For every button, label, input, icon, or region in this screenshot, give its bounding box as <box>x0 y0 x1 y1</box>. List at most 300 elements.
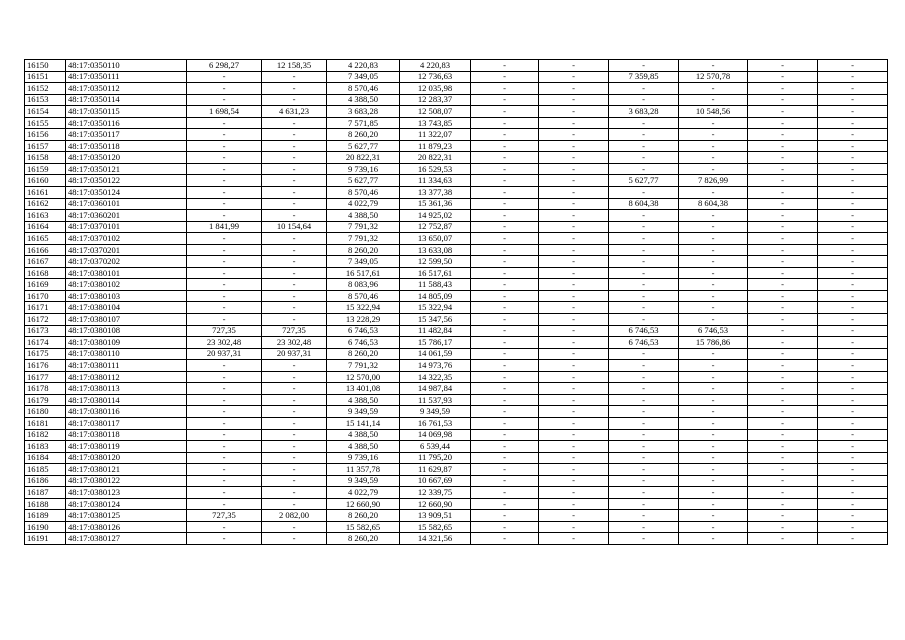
col-11-value: - <box>748 140 818 152</box>
cadastral-number: 48:17:0350114 <box>66 94 187 106</box>
col-3-value: - <box>187 406 262 418</box>
col-6-value: 12 660,90 <box>400 498 471 510</box>
col-6-value: 11 537,93 <box>400 394 471 406</box>
col-7-value: - <box>471 233 539 245</box>
table-row <box>25 94 888 106</box>
col-8-value: - <box>539 267 609 279</box>
col-12-value: - <box>818 140 888 152</box>
col-4-value: - <box>262 140 327 152</box>
col-10-value: 10 548,56 <box>679 106 748 118</box>
col-7-value: - <box>471 394 539 406</box>
table-row <box>25 244 888 256</box>
col-12-value: - <box>818 498 888 510</box>
col-4-value: 727,35 <box>262 325 327 337</box>
col-7-value: - <box>471 163 539 175</box>
col-3-value: 6 298,27 <box>187 60 262 72</box>
col-9-value: 6 746,53 <box>609 325 679 337</box>
col-3-value: - <box>187 290 262 302</box>
col-8-value: - <box>539 429 609 441</box>
col-7-value: - <box>471 83 539 95</box>
col-8-value: - <box>539 221 609 233</box>
table-row <box>25 71 888 83</box>
cadastral-number: 48:17:0380108 <box>66 325 187 337</box>
col-7-value: - <box>471 267 539 279</box>
cadastral-number: 48:17:0350117 <box>66 129 187 141</box>
col-11-value: - <box>748 290 818 302</box>
col-4-value: - <box>262 163 327 175</box>
col-4-value: - <box>262 394 327 406</box>
col-3-value: - <box>187 360 262 372</box>
col-11-value: - <box>748 429 818 441</box>
col-5-value: 6 746,53 <box>327 337 400 349</box>
col-6-value: 14 987,84 <box>400 383 471 395</box>
col-11-value: - <box>748 198 818 210</box>
col-3-value: - <box>187 233 262 245</box>
col-12-value: - <box>818 394 888 406</box>
col-7-value: - <box>471 94 539 106</box>
col-3-value: - <box>187 464 262 476</box>
col-5-value: 12 660,90 <box>327 498 400 510</box>
col-11-value: - <box>748 337 818 349</box>
col-4-value: - <box>262 475 327 487</box>
cadastral-number: 48:17:0370201 <box>66 244 187 256</box>
col-10-value: - <box>679 129 748 141</box>
col-11-value: - <box>748 302 818 314</box>
table-row <box>25 140 888 152</box>
col-3-value: - <box>187 175 262 187</box>
col-9-value: - <box>609 129 679 141</box>
col-7-value: - <box>471 348 539 360</box>
col-7-value: - <box>471 210 539 222</box>
col-7-value: - <box>471 198 539 210</box>
col-8-value: - <box>539 406 609 418</box>
col-3-value: - <box>187 302 262 314</box>
col-5-value: 13 228,29 <box>327 314 400 326</box>
col-4-value: 23 302,48 <box>262 337 327 349</box>
col-10-value: - <box>679 233 748 245</box>
col-10-value: - <box>679 510 748 522</box>
col-3-value: - <box>187 417 262 429</box>
col-11-value: - <box>748 406 818 418</box>
col-6-value: 9 349,59 <box>400 406 471 418</box>
col-6-value: 12 599,50 <box>400 256 471 268</box>
col-6-value: 13 633,08 <box>400 244 471 256</box>
col-5-value: 9 739,16 <box>327 452 400 464</box>
col-4-value: - <box>262 533 327 545</box>
col-5-value: 6 746,53 <box>327 325 400 337</box>
col-7-value: - <box>471 498 539 510</box>
col-7-value: - <box>471 152 539 164</box>
col-7-value: - <box>471 475 539 487</box>
col-9-value: - <box>609 533 679 545</box>
col-6-value: 11 879,23 <box>400 140 471 152</box>
col-9-value: - <box>609 267 679 279</box>
cadastral-number: 48:17:0350115 <box>66 106 187 118</box>
col-8-value: - <box>539 417 609 429</box>
col-11-value: - <box>748 83 818 95</box>
col-8-value: - <box>539 163 609 175</box>
col-12-value: - <box>818 464 888 476</box>
col-5-value: 5 627,77 <box>327 140 400 152</box>
col-11-value: - <box>748 244 818 256</box>
col-8-value: - <box>539 233 609 245</box>
col-8-value: - <box>539 487 609 499</box>
col-10-value: - <box>679 475 748 487</box>
table-row <box>25 487 888 499</box>
col-11-value: - <box>748 221 818 233</box>
col-6-value: 14 973,76 <box>400 360 471 372</box>
col-6-value: 11 588,43 <box>400 279 471 291</box>
col-6-value: 14 925,02 <box>400 210 471 222</box>
cadastral-number: 48:17:0350111 <box>66 71 187 83</box>
col-5-value: 15 141,14 <box>327 417 400 429</box>
col-12-value: - <box>818 417 888 429</box>
cadastral-number: 48:17:0350110 <box>66 60 187 72</box>
table-row <box>25 152 888 164</box>
col-7-value: - <box>471 337 539 349</box>
col-10-value: 8 604,38 <box>679 198 748 210</box>
col-8-value: - <box>539 533 609 545</box>
col-3-value: - <box>187 371 262 383</box>
col-5-value: 20 822,31 <box>327 152 400 164</box>
col-6-value: 13 909,51 <box>400 510 471 522</box>
col-6-value: 13 650,07 <box>400 233 471 245</box>
col-9-value: - <box>609 302 679 314</box>
col-5-value: 4 388,50 <box>327 394 400 406</box>
col-8-value: - <box>539 510 609 522</box>
col-9-value: - <box>609 163 679 175</box>
col-9-value: - <box>609 279 679 291</box>
col-8-value: - <box>539 117 609 129</box>
row-number: 16166 <box>25 244 66 256</box>
row-number: 16173 <box>25 325 66 337</box>
col-4-value: - <box>262 302 327 314</box>
row-number: 16159 <box>25 163 66 175</box>
row-number: 16178 <box>25 383 66 395</box>
col-5-value: 8 570,46 <box>327 290 400 302</box>
col-6-value: 10 667,69 <box>400 475 471 487</box>
col-4-value: - <box>262 452 327 464</box>
col-10-value: - <box>679 210 748 222</box>
col-12-value: - <box>818 302 888 314</box>
table-row <box>25 106 888 118</box>
row-number: 16186 <box>25 475 66 487</box>
col-10-value: - <box>679 60 748 72</box>
col-9-value: - <box>609 510 679 522</box>
col-5-value: 8 260,20 <box>327 533 400 545</box>
col-9-value: - <box>609 429 679 441</box>
col-4-value: - <box>262 94 327 106</box>
col-8-value: - <box>539 348 609 360</box>
col-10-value: - <box>679 533 748 545</box>
table-row <box>25 521 888 533</box>
col-4-value: - <box>262 487 327 499</box>
row-number: 16167 <box>25 256 66 268</box>
col-5-value: 7 349,05 <box>327 71 400 83</box>
col-10-value: - <box>679 256 748 268</box>
col-3-value: - <box>187 487 262 499</box>
col-3-value: - <box>187 210 262 222</box>
table-row <box>25 187 888 199</box>
row-number: 16150 <box>25 60 66 72</box>
col-9-value: - <box>609 314 679 326</box>
col-5-value: 8 260,20 <box>327 510 400 522</box>
col-10-value: 7 826,99 <box>679 175 748 187</box>
col-6-value: 11 629,87 <box>400 464 471 476</box>
col-7-value: - <box>471 325 539 337</box>
col-10-value: - <box>679 417 748 429</box>
col-8-value: - <box>539 83 609 95</box>
col-10-value: - <box>679 441 748 453</box>
col-5-value: 8 570,46 <box>327 187 400 199</box>
col-3-value: - <box>187 198 262 210</box>
col-6-value: 14 069,98 <box>400 429 471 441</box>
row-number: 16154 <box>25 106 66 118</box>
col-8-value: - <box>539 521 609 533</box>
col-3-value: - <box>187 314 262 326</box>
col-3-value: 1 841,99 <box>187 221 262 233</box>
col-4-value: - <box>262 244 327 256</box>
col-3-value: - <box>187 256 262 268</box>
col-3-value: - <box>187 441 262 453</box>
col-8-value: - <box>539 337 609 349</box>
col-5-value: 8 260,20 <box>327 348 400 360</box>
col-8-value: - <box>539 325 609 337</box>
col-12-value: - <box>818 510 888 522</box>
col-8-value: - <box>539 71 609 83</box>
cadastral-number: 48:17:0380122 <box>66 475 187 487</box>
col-4-value: - <box>262 71 327 83</box>
row-number: 16163 <box>25 210 66 222</box>
cadastral-number: 48:17:0380125 <box>66 510 187 522</box>
table-row <box>25 383 888 395</box>
col-5-value: 4 022,79 <box>327 198 400 210</box>
table-row <box>25 175 888 187</box>
cadastral-number: 48:17:0380124 <box>66 498 187 510</box>
col-4-value: - <box>262 314 327 326</box>
col-10-value: - <box>679 314 748 326</box>
col-8-value: - <box>539 106 609 118</box>
col-10-value: - <box>679 83 748 95</box>
col-6-value: 11 795,20 <box>400 452 471 464</box>
table-row <box>25 60 888 72</box>
table-row <box>25 394 888 406</box>
col-7-value: - <box>471 510 539 522</box>
row-number: 16155 <box>25 117 66 129</box>
col-4-value: - <box>262 360 327 372</box>
col-12-value: - <box>818 475 888 487</box>
col-6-value: 15 361,36 <box>400 198 471 210</box>
col-7-value: - <box>471 452 539 464</box>
table-row <box>25 475 888 487</box>
col-9-value: - <box>609 152 679 164</box>
col-11-value: - <box>748 60 818 72</box>
col-4-value: 2 082,00 <box>262 510 327 522</box>
col-8-value: - <box>539 129 609 141</box>
col-7-value: - <box>471 464 539 476</box>
col-9-value: - <box>609 244 679 256</box>
row-number: 16184 <box>25 452 66 464</box>
col-6-value: 16 529,53 <box>400 163 471 175</box>
col-7-value: - <box>471 129 539 141</box>
col-12-value: - <box>818 314 888 326</box>
col-10-value: - <box>679 498 748 510</box>
col-11-value: - <box>748 71 818 83</box>
col-12-value: - <box>818 175 888 187</box>
col-12-value: - <box>818 521 888 533</box>
col-8-value: - <box>539 464 609 476</box>
col-7-value: - <box>471 406 539 418</box>
row-number: 16191 <box>25 533 66 545</box>
table-body <box>25 60 888 545</box>
row-number: 16170 <box>25 290 66 302</box>
row-number: 16152 <box>25 83 66 95</box>
col-5-value: 3 683,28 <box>327 106 400 118</box>
col-8-value: - <box>539 175 609 187</box>
col-5-value: 16 517,61 <box>327 267 400 279</box>
col-11-value: - <box>748 129 818 141</box>
col-10-value: - <box>679 406 748 418</box>
col-10-value: - <box>679 221 748 233</box>
col-12-value: - <box>818 129 888 141</box>
row-number: 16176 <box>25 360 66 372</box>
col-12-value: - <box>818 244 888 256</box>
cadastral-number: 48:17:0350120 <box>66 152 187 164</box>
row-number: 16175 <box>25 348 66 360</box>
col-3-value: 1 698,54 <box>187 106 262 118</box>
col-6-value: 15 322,94 <box>400 302 471 314</box>
col-5-value: 7 791,32 <box>327 360 400 372</box>
col-10-value: - <box>679 152 748 164</box>
cadastral-number: 48:17:0380116 <box>66 406 187 418</box>
cadastral-number: 48:17:0380110 <box>66 348 187 360</box>
col-3-value: - <box>187 267 262 279</box>
col-6-value: 16 761,53 <box>400 417 471 429</box>
col-9-value: - <box>609 394 679 406</box>
col-10-value: - <box>679 452 748 464</box>
col-4-value: - <box>262 129 327 141</box>
table-row <box>25 267 888 279</box>
col-12-value: - <box>818 106 888 118</box>
col-6-value: 15 347,56 <box>400 314 471 326</box>
col-12-value: - <box>818 210 888 222</box>
col-4-value: - <box>262 267 327 279</box>
col-10-value: - <box>679 290 748 302</box>
col-5-value: 9 349,59 <box>327 406 400 418</box>
col-4-value: - <box>262 83 327 95</box>
col-5-value: 4 388,50 <box>327 94 400 106</box>
col-8-value: - <box>539 198 609 210</box>
cadastral-number: 48:17:0350112 <box>66 83 187 95</box>
col-9-value: - <box>609 406 679 418</box>
col-7-value: - <box>471 279 539 291</box>
row-number: 16188 <box>25 498 66 510</box>
col-6-value: 14 321,56 <box>400 533 471 545</box>
col-4-value: - <box>262 383 327 395</box>
col-11-value: - <box>748 417 818 429</box>
col-10-value: - <box>679 267 748 279</box>
table-row <box>25 406 888 418</box>
col-9-value: - <box>609 210 679 222</box>
table-row <box>25 533 888 545</box>
col-6-value: 12 283,37 <box>400 94 471 106</box>
cadastral-number: 48:17:0350121 <box>66 163 187 175</box>
col-3-value: - <box>187 83 262 95</box>
col-8-value: - <box>539 187 609 199</box>
col-10-value: - <box>679 187 748 199</box>
col-4-value: 12 158,35 <box>262 60 327 72</box>
col-5-value: 13 401,08 <box>327 383 400 395</box>
col-12-value: - <box>818 348 888 360</box>
cadastral-number: 48:17:0350122 <box>66 175 187 187</box>
row-number: 16169 <box>25 279 66 291</box>
col-11-value: - <box>748 464 818 476</box>
col-5-value: 15 582,65 <box>327 521 400 533</box>
col-5-value: 15 322,94 <box>327 302 400 314</box>
col-12-value: - <box>818 429 888 441</box>
col-6-value: 4 220,83 <box>400 60 471 72</box>
col-8-value: - <box>539 452 609 464</box>
col-8-value: - <box>539 383 609 395</box>
row-number: 16174 <box>25 337 66 349</box>
cadastral-number: 48:17:0360101 <box>66 198 187 210</box>
col-3-value: - <box>187 117 262 129</box>
col-6-value: 15 582,65 <box>400 521 471 533</box>
table-row <box>25 210 888 222</box>
col-11-value: - <box>748 383 818 395</box>
col-9-value: - <box>609 417 679 429</box>
table-row <box>25 279 888 291</box>
col-9-value: - <box>609 521 679 533</box>
col-5-value: 4 388,50 <box>327 210 400 222</box>
col-10-value: - <box>679 163 748 175</box>
col-11-value: - <box>748 163 818 175</box>
col-9-value: - <box>609 221 679 233</box>
col-5-value: 4 022,79 <box>327 487 400 499</box>
col-4-value: - <box>262 429 327 441</box>
col-5-value: 9 349,59 <box>327 475 400 487</box>
col-3-value: 727,35 <box>187 325 262 337</box>
col-8-value: - <box>539 371 609 383</box>
col-6-value: 20 822,31 <box>400 152 471 164</box>
col-7-value: - <box>471 256 539 268</box>
table-row <box>25 452 888 464</box>
col-5-value: 4 220,83 <box>327 60 400 72</box>
col-10-value: - <box>679 394 748 406</box>
col-4-value: - <box>262 464 327 476</box>
col-12-value: - <box>818 187 888 199</box>
col-6-value: 12 508,07 <box>400 106 471 118</box>
row-number: 16156 <box>25 129 66 141</box>
col-4-value: - <box>262 406 327 418</box>
cadastral-number: 48:17:0380107 <box>66 314 187 326</box>
col-3-value: - <box>187 163 262 175</box>
col-7-value: - <box>471 360 539 372</box>
row-number: 16157 <box>25 140 66 152</box>
col-9-value: - <box>609 117 679 129</box>
table-row <box>25 314 888 326</box>
col-11-value: - <box>748 94 818 106</box>
col-6-value: 13 377,38 <box>400 187 471 199</box>
col-6-value: 14 805,09 <box>400 290 471 302</box>
col-3-value: 727,35 <box>187 510 262 522</box>
col-5-value: 4 388,50 <box>327 441 400 453</box>
col-11-value: - <box>748 187 818 199</box>
cadastral-number: 48:17:0370202 <box>66 256 187 268</box>
col-6-value: 15 786,17 <box>400 337 471 349</box>
col-11-value: - <box>748 521 818 533</box>
col-7-value: - <box>471 175 539 187</box>
